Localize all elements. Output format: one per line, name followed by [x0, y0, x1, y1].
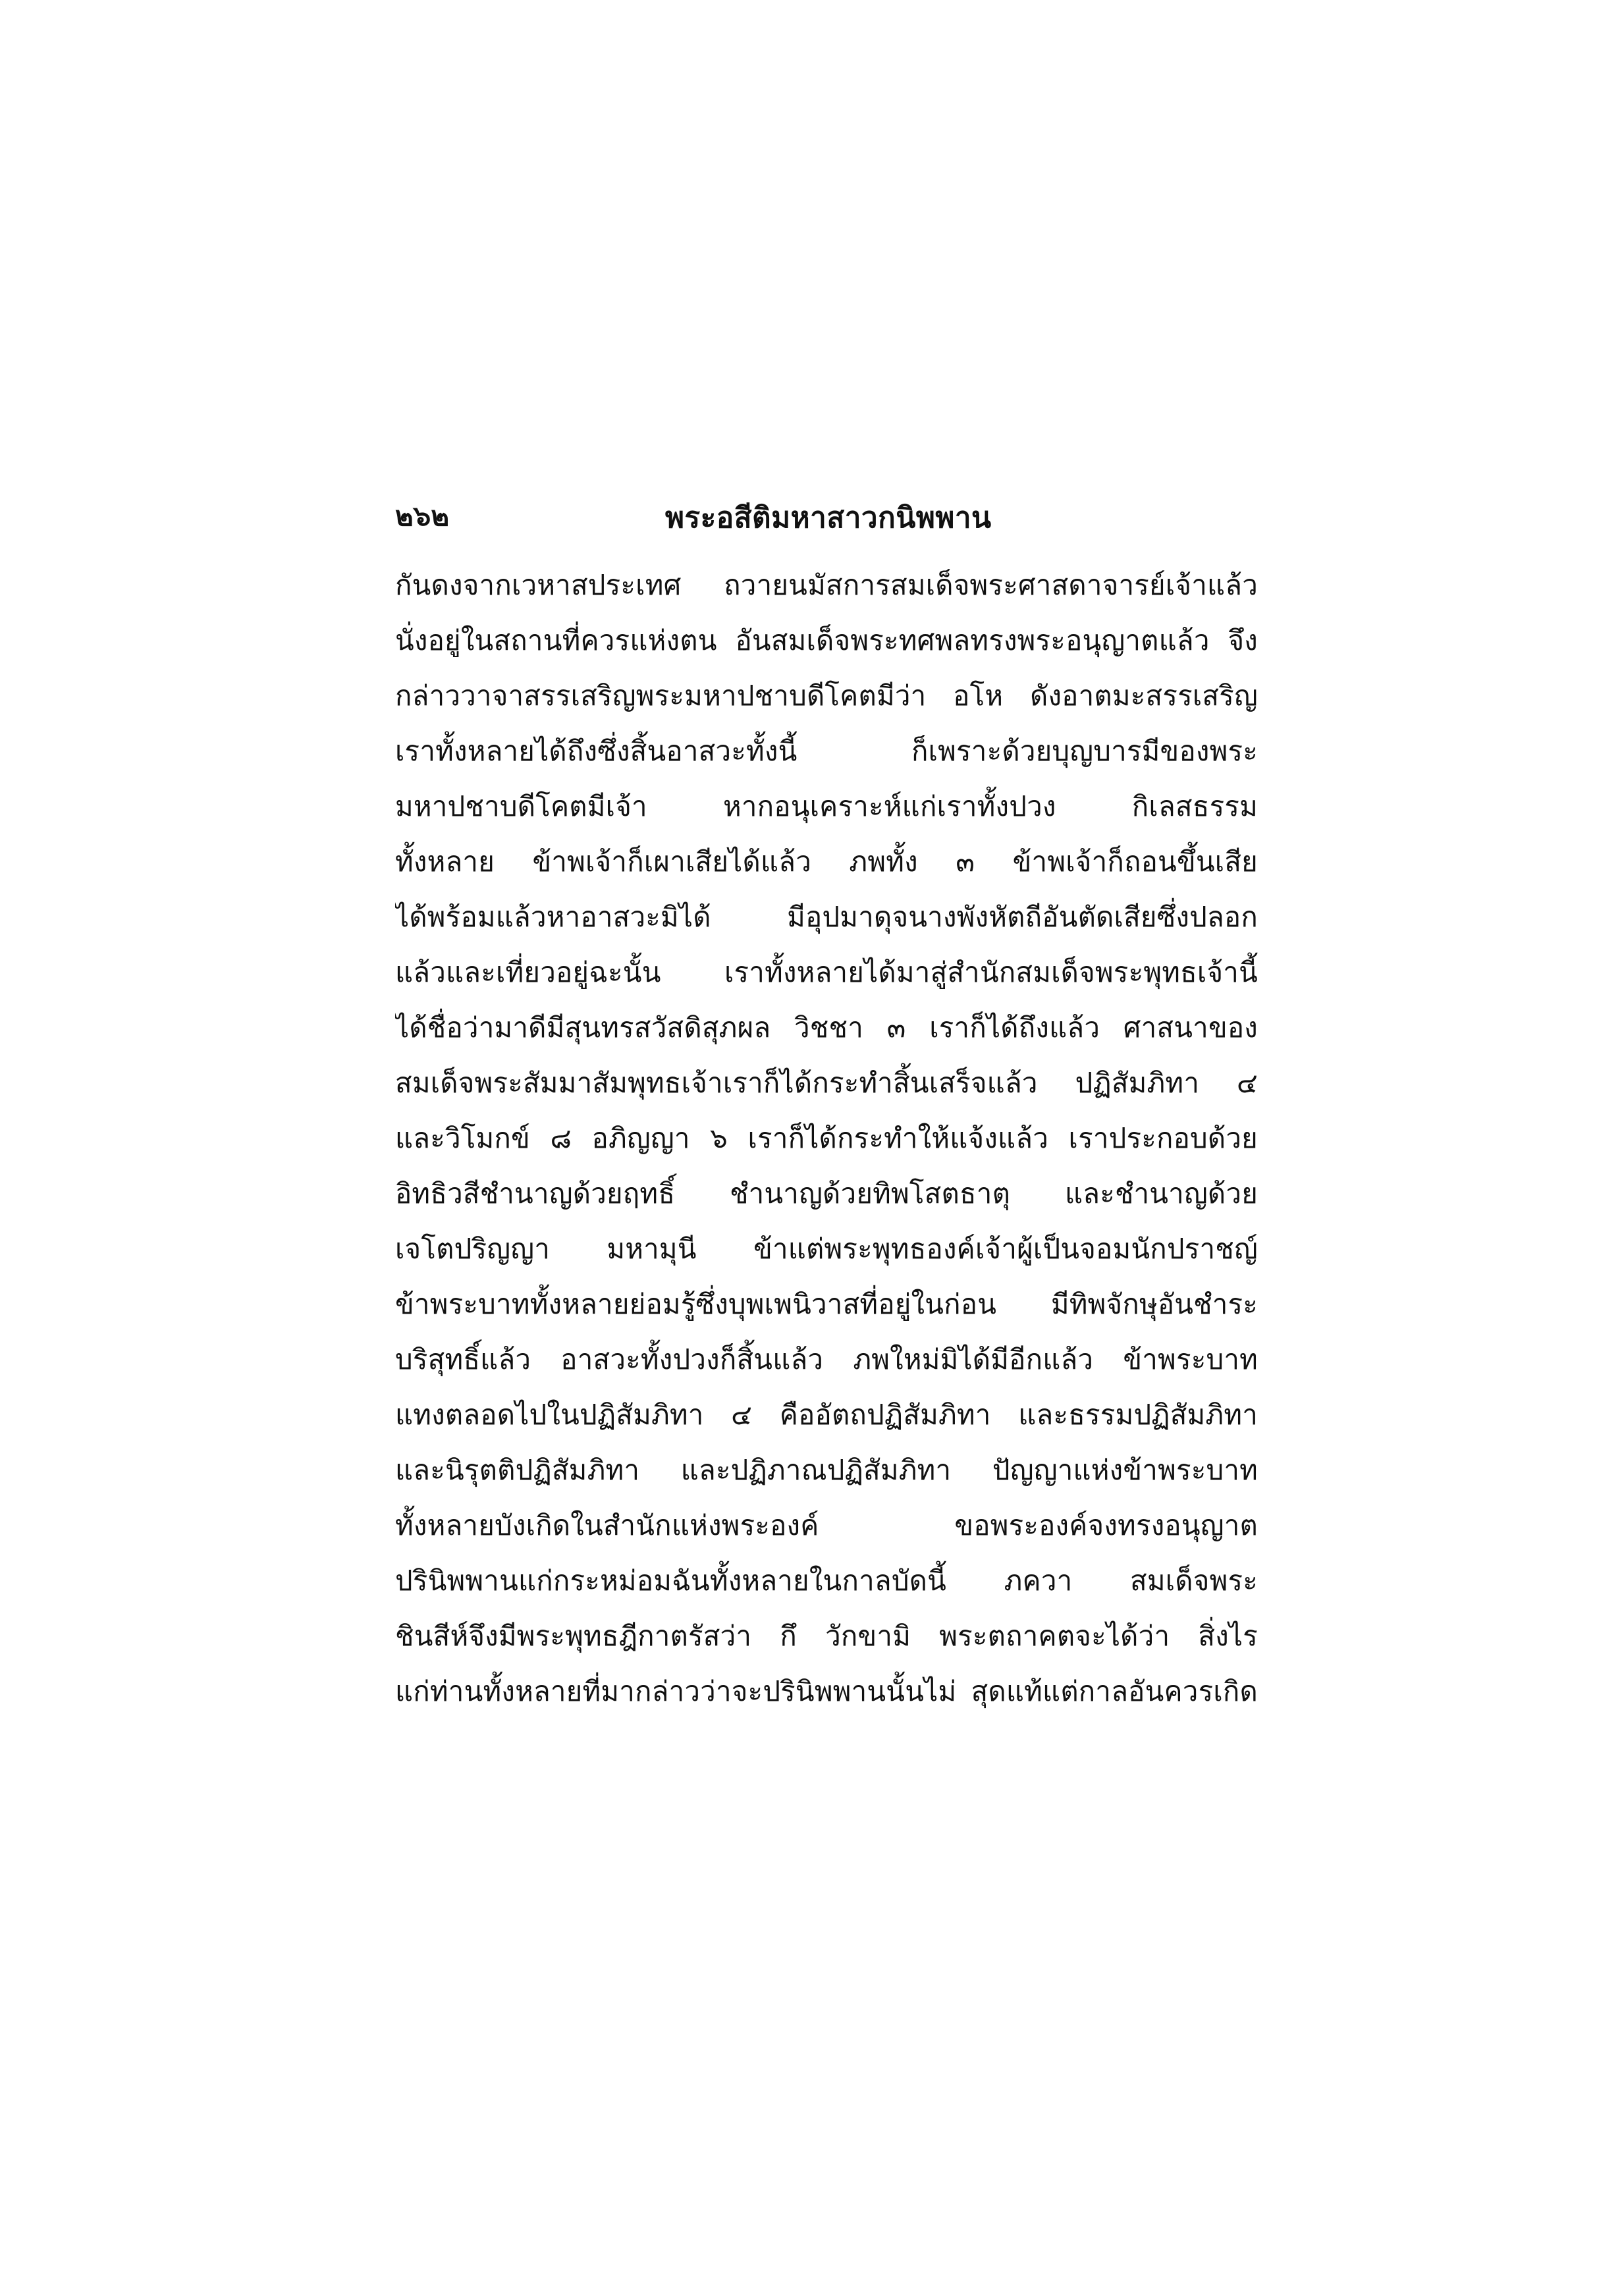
text-line: นั่งอยู่ในสถานที่ควรแห่งตน อันสมเด็จพระทศพลทรงพระอนุญาตแล้ว จึง [395, 624, 1258, 656]
text-line: เจโตปริญญา มหามุนี ข้าแต่พระพุทธองค์เจ้าผู้เป็นจอมนักปราชญ์ [395, 1233, 1258, 1265]
text-line: ชินสีห์จึงมีพระพุทธฎีกาตรัสว่า กึ วักขามิ พระตถาคตจะได้ว่า สิ่งไร [395, 1620, 1258, 1652]
text-line: ข้าพระบาททั้งหลายย่อมรู้ซึ่งบุพเพนิวาสที่อยู่ในก่อน มีทิพจักษุอันชำระ [395, 1288, 1258, 1320]
text-line: สมเด็จพระสัมมาสัมพุทธเจ้าเราก็ได้กระทำสิ้นเสร็จแล้ว ปฏิสัมภิทา ๔ [395, 1067, 1258, 1099]
page-number: ๒๖๒ [395, 500, 450, 532]
text-line: มหาปชาบดีโคตมีเจ้า หากอนุเคราะห์แก่เราทั้งปวง กิเลสธรรม [395, 790, 1258, 822]
text-line: กันดงจากเวหาสประเทศ ถวายนมัสการสมเด็จพระศาสดาจารย์เจ้าแล้ว [395, 569, 1258, 601]
text-line: แล้วและเที่ยวอยู่ฉะนั้น เราทั้งหลายได้มาสู่สำนักสมเด็จพระพุทธเจ้านี้ [395, 956, 1258, 988]
text-line: เราทั้งหลายได้ถึงซึ่งสิ้นอาสวะทั้งนี้ ก็เพราะด้วยบุญบารมีของพระ [395, 735, 1258, 767]
text-block [395, 491, 1258, 1719]
text-line: ปรินิพพานแก่กระหม่อมฉันทั้งหลายในกาลบัดนี้ ภควา สมเด็จพระ [395, 1564, 1258, 1597]
running-title: พระอสีติมหาสาวกนิพพาน [665, 501, 992, 535]
text-line: และนิรุตติปฏิสัมภิทา และปฏิภาณปฏิสัมภิทา ปัญญาแห่งข้าพระบาท [395, 1454, 1258, 1486]
body-text [395, 558, 1258, 1719]
page-header [395, 491, 1258, 547]
text-line: อิทธิวสีชำนาญด้วยฤทธิ์ ชำนาญด้วยทิพโสตธาตุ และชำนาญด้วย [395, 1177, 1258, 1210]
text-line: ได้พร้อมแล้วหาอาสวะมิได้ มีอุปมาดุจนางพังหัตถีอันตัดเสียซึ่งปลอก [395, 901, 1258, 933]
text-line: แทงตลอดไปในปฏิสัมภิทา ๔ คืออัตถปฏิสัมภิทา และธรรมปฏิสัมภิทา [395, 1399, 1258, 1431]
text-line: ทั้งหลาย ข้าพเจ้าก็เผาเสียได้แล้ว ภพทั้ง ๓ ข้าพเจ้าก็ถอนขึ้นเสีย [395, 845, 1258, 878]
text-line: บริสุทธิ์แล้ว อาสวะทั้งปวงก็สิ้นแล้ว ภพใหม่มิได้มีอีกแล้ว ข้าพระบาท [395, 1343, 1258, 1375]
text-line: ได้ชื่อว่ามาดีมีสุนทรสวัสดิสุภผล วิชชา ๓ เราก็ได้ถึงแล้ว ศาสนาของ [395, 1011, 1258, 1044]
text-line: ทั้งหลายบังเกิดในสำนักแห่งพระองค์ ขอพระองค์จงทรงอนุญาต [395, 1509, 1258, 1541]
text-line: และวิโมกข์ ๘ อภิญญา ๖ เราก็ได้กระทำให้แจ้งแล้ว เราประกอบด้วย [395, 1122, 1258, 1154]
text-line: แก่ท่านทั้งหลายที่มากล่าวว่าจะปรินิพพานนั้นไม่ สุดแท้แต่กาลอันควรเกิด [395, 1675, 1258, 1707]
text-line: กล่าววาจาสรรเสริญพระมหาปชาบดีโคตมีว่า อโห ดังอาตมะสรรเสริญ [395, 680, 1258, 712]
